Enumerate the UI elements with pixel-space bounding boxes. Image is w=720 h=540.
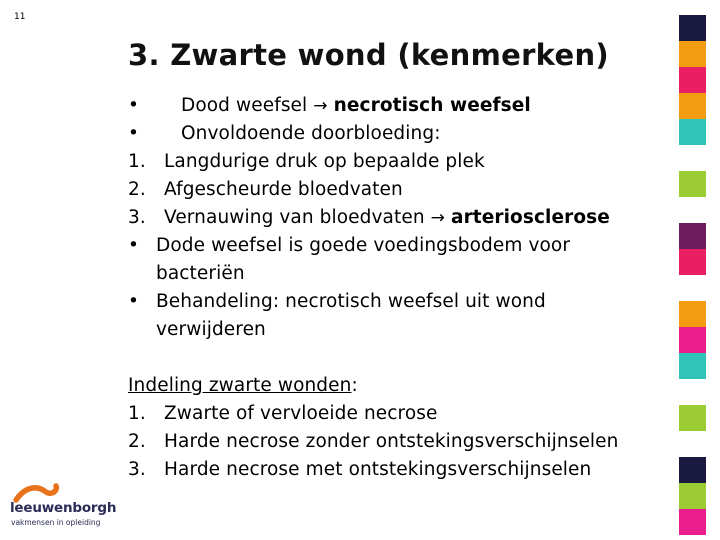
list-item <box>128 120 668 148</box>
color-bar-segment <box>679 119 706 145</box>
slide-content <box>128 92 668 484</box>
color-bar-segment <box>679 405 706 431</box>
list-item <box>128 288 668 344</box>
section-heading-colon: : <box>351 375 358 396</box>
logo-tagline: vakmensen in opleiding <box>11 518 101 527</box>
number-marker: 3. <box>128 459 146 480</box>
item-text: Dode weefsel is goede voedingsbodem voor <box>156 235 571 256</box>
item-text: Onvoldoende doorbloeding: <box>181 123 441 144</box>
item-text: Zwarte of vervloeide necrose <box>164 403 438 424</box>
item-text: Harde necrose met ontstekingsverschijnselen <box>164 459 592 480</box>
list-item <box>128 456 668 484</box>
item-emphasis: arteriosclerose <box>450 207 610 228</box>
color-bar-segment <box>679 275 706 301</box>
list-item <box>128 204 668 232</box>
bullet-marker: • <box>128 235 140 256</box>
list-item <box>128 176 668 204</box>
indeling-section <box>128 372 668 484</box>
bullet-marker: • <box>128 95 140 116</box>
color-bar-segment <box>679 353 706 379</box>
color-bar-segment <box>679 379 706 405</box>
item-text-continued: verwijderen <box>156 319 266 340</box>
number-marker: 2. <box>128 431 146 452</box>
arrow-right-icon: → <box>430 208 445 228</box>
item-text-continued: bacteriën <box>156 263 245 284</box>
slide-number: 11 <box>14 12 26 22</box>
color-bar-segment <box>679 301 706 327</box>
decorative-color-bar <box>679 15 706 535</box>
bullet-marker: • <box>128 123 140 144</box>
logo-wordmark: leeuwenborgh <box>10 500 117 516</box>
number-marker: 2. <box>128 179 146 200</box>
color-bar-segment <box>679 223 706 249</box>
color-bar-segment <box>679 327 706 353</box>
list-item <box>128 428 668 456</box>
bullet-marker: • <box>128 291 140 312</box>
item-text: Langdurige druk op bepaalde plek <box>164 151 485 172</box>
item-text: Afgescheurde bloedvaten <box>164 179 403 200</box>
item-text: Vernauwing van bloedvaten <box>164 207 431 228</box>
section-heading-text: Indeling zwarte wonden <box>128 375 352 396</box>
arrow-right-icon: → <box>313 96 328 116</box>
list-item <box>128 92 668 120</box>
number-marker: 1. <box>128 403 146 424</box>
color-bar-segment <box>679 145 706 171</box>
leeuwenborgh-logo <box>10 482 120 530</box>
list-item <box>128 400 668 428</box>
item-text: Harde necrose zonder ontstekingsverschijnselen <box>164 431 619 452</box>
slide-title: 3. Zwarte wond (kenmerken) <box>128 38 609 72</box>
item-text: Dood weefsel <box>181 95 314 116</box>
color-bar-segment <box>679 431 706 457</box>
color-bar-segment <box>679 249 706 275</box>
color-bar-segment <box>679 483 706 509</box>
number-marker: 1. <box>128 151 146 172</box>
item-emphasis: necrotisch weefsel <box>333 95 531 116</box>
number-marker: 3. <box>128 207 146 228</box>
color-bar-segment <box>679 457 706 483</box>
section-heading <box>128 372 668 400</box>
color-bar-segment <box>679 197 706 223</box>
color-bar-segment <box>679 67 706 93</box>
color-bar-segment <box>679 93 706 119</box>
color-bar-segment <box>679 41 706 67</box>
color-bar-segment <box>679 171 706 197</box>
item-text: Behandeling: necrotisch weefsel uit wond <box>156 291 546 312</box>
list-item <box>128 148 668 176</box>
color-bar-segment <box>679 509 706 535</box>
color-bar-segment <box>679 15 706 41</box>
list-item <box>128 232 668 288</box>
